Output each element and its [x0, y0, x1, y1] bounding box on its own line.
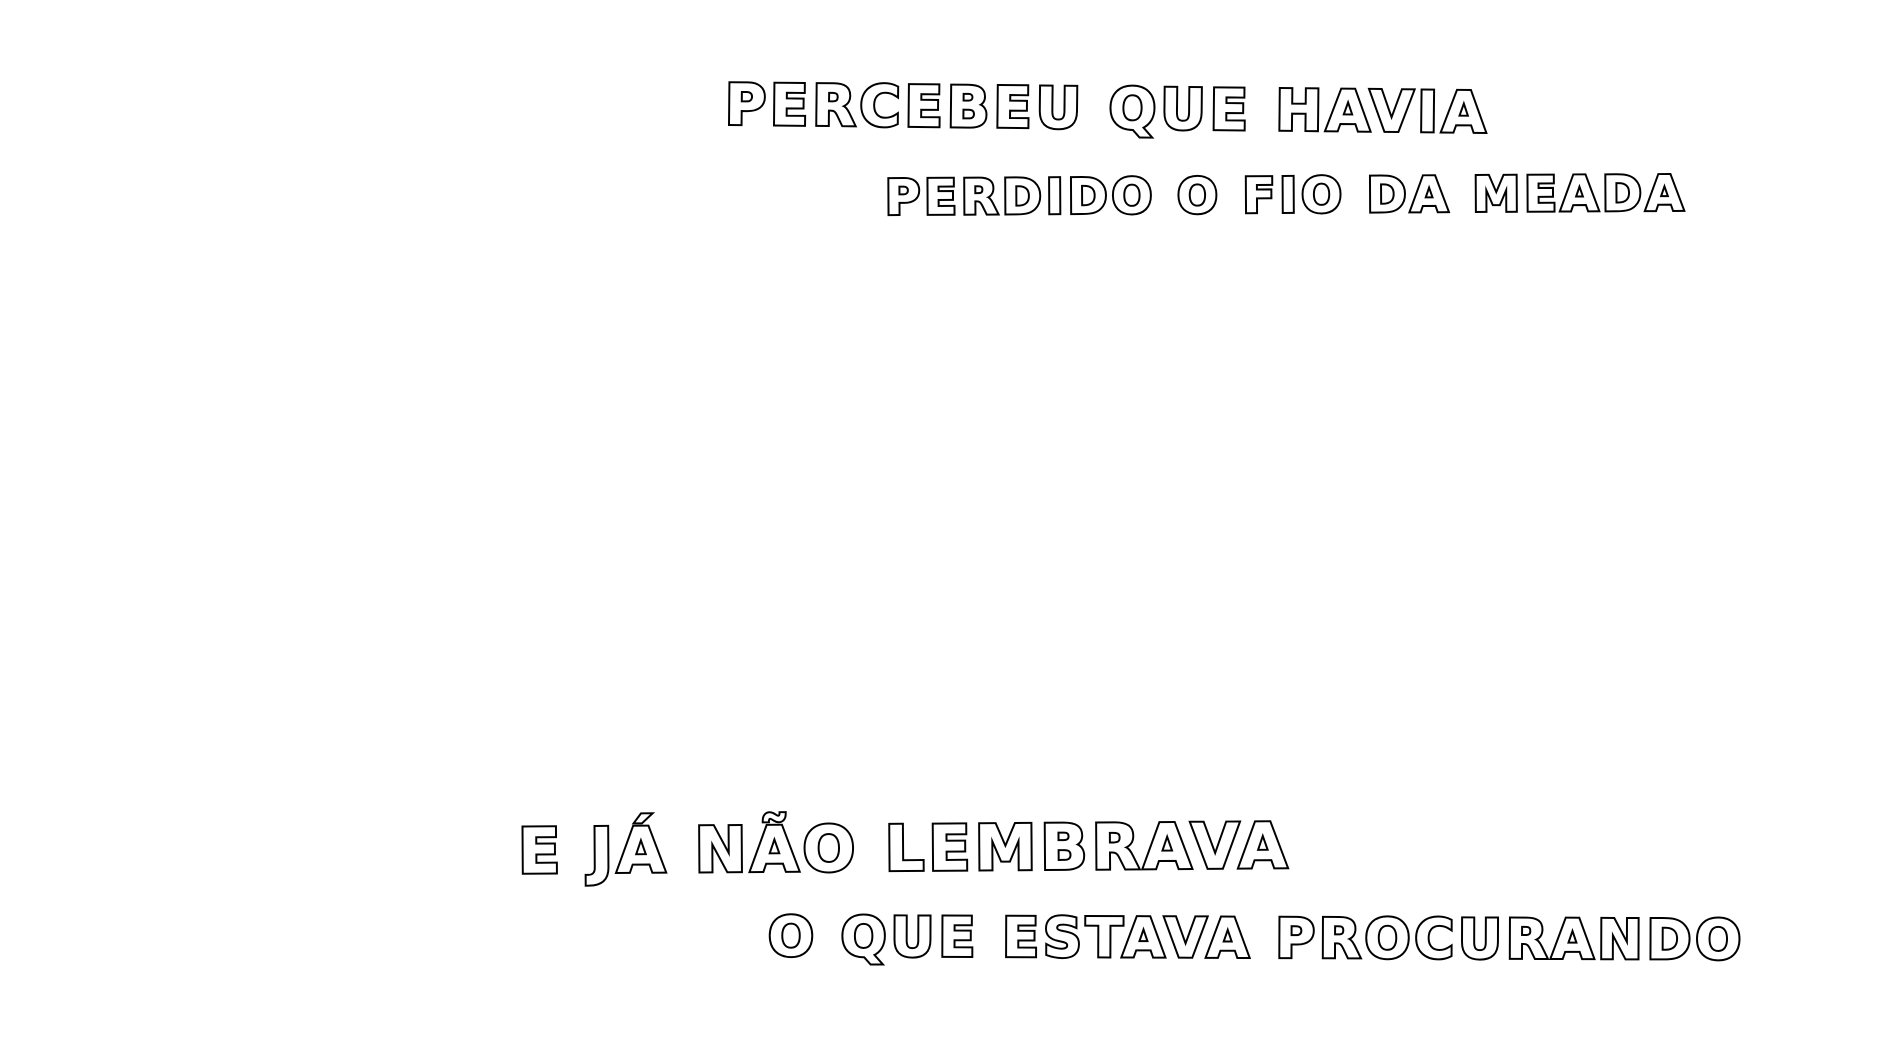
caption-bottom-line-2: O QUE ESTAVA PROCURANDO: [767, 905, 1746, 972]
caption-top-line-2: PERDIDO O FIO DA MEADA: [884, 165, 1688, 227]
caption-bottom-line-1: E JÁ NÃO LEMBRAVA: [517, 809, 1292, 888]
caption-top-line-1: PERCEBEU QUE HAVIA: [724, 72, 1490, 147]
